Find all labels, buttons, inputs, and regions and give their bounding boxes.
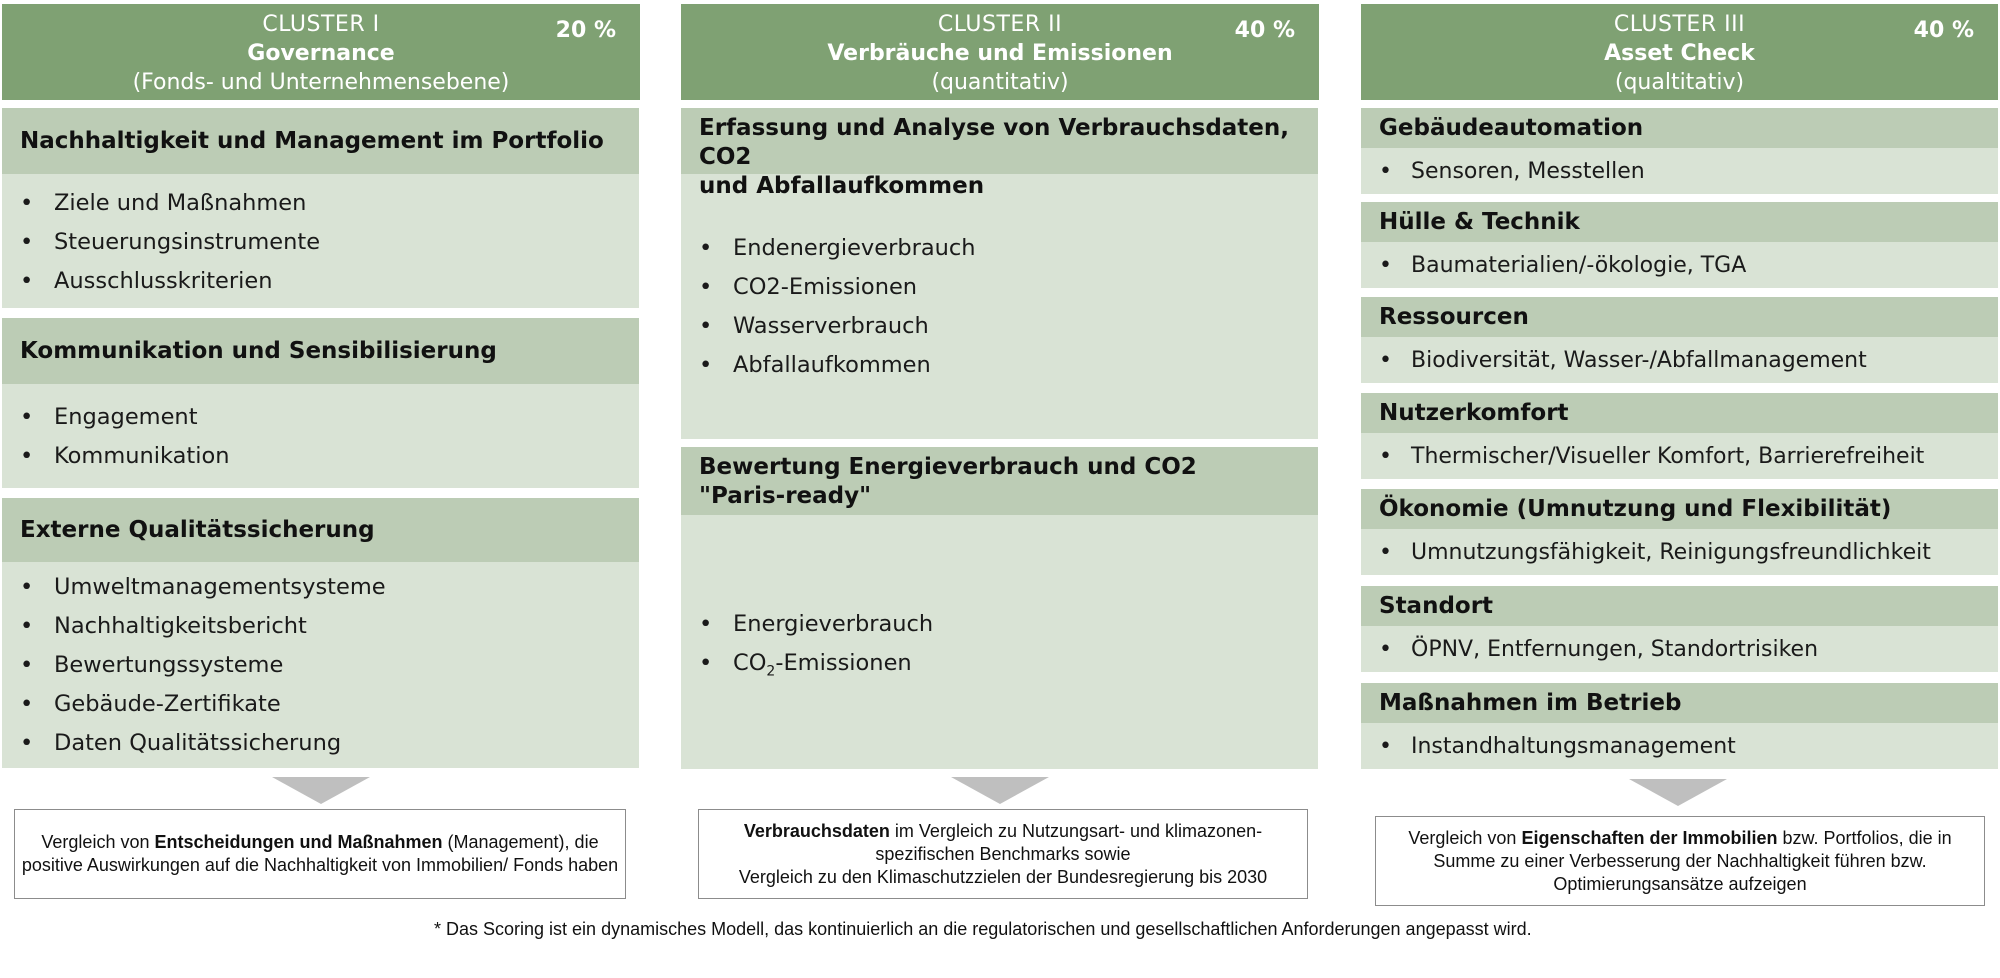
list-item-text: Sensoren, Messtellen	[1411, 159, 1645, 184]
list-item-text: Kommunikation	[54, 443, 230, 469]
list-item-text: Wasserverbrauch	[733, 313, 929, 339]
section-title: Nutzerkomfort	[1361, 393, 1998, 433]
list-item-text: Bewertungssysteme	[54, 652, 284, 678]
cluster-2-section-1	[681, 108, 1318, 439]
cluster-1-label: CLUSTER I	[262, 12, 380, 37]
section-title: Maßnahmen im Betrieb	[1361, 683, 1998, 723]
list-item-text: Abfallaufkommen	[733, 352, 931, 378]
section-title: Kommunikation und Sensibilisierung	[2, 318, 639, 384]
list-item-text: Ziele und Maßnahmen	[54, 190, 307, 216]
cluster-3-section-5	[1361, 489, 1998, 575]
down-arrow-icon	[272, 777, 370, 804]
bullet-icon: •	[699, 313, 713, 339]
cluster-2-header	[681, 4, 1319, 100]
section-title: Ökonomie (Umnutzung und Flexibilität)	[1361, 489, 1998, 529]
bullet-icon: •	[20, 268, 34, 294]
cluster-1-summary-box	[14, 809, 626, 899]
bullet-icon: •	[20, 229, 34, 255]
section-title-line-1: Erfassung und Analyse von Verbrauchsdaten, CO2	[699, 115, 1290, 170]
list-item-text: Instandhaltungsmanagement	[1411, 734, 1736, 759]
list-item-text: Baumaterialien/-ökologie, TGA	[1411, 253, 1747, 278]
bullet-icon: •	[1379, 734, 1392, 759]
down-arrow-icon	[1629, 779, 1727, 806]
list-item	[681, 307, 1318, 346]
list-item-text: Endenergieverbrauch	[733, 235, 976, 261]
summary-text-bold: Verbrauchsdaten	[743, 820, 890, 841]
section-title	[681, 447, 1318, 515]
list-item	[1361, 341, 1998, 380]
list-item-text: Energieverbrauch	[733, 611, 934, 637]
down-arrow-icon	[951, 777, 1049, 804]
list-item	[2, 724, 639, 763]
cluster-3-section-7	[1361, 683, 1998, 769]
section-title: Standort	[1361, 586, 1998, 626]
summary-text-line-2: spezifischen Benchmarks sowie	[875, 843, 1131, 864]
summary-text-pre: Vergleich von	[41, 832, 155, 852]
list-item-text: Gebäude-Zertifikate	[54, 691, 281, 717]
summary-text-line-1: im Vergleich zu Nutzungsart- und klimazonen-	[889, 820, 1263, 841]
bullet-icon: •	[20, 190, 34, 216]
cluster-3-summary-box	[1375, 816, 1985, 906]
list-item-text-suffix: -Emissionen	[775, 650, 912, 676]
section-title: Nachhaltigkeit und Management im Portfolio	[2, 108, 639, 174]
list-item	[2, 568, 639, 607]
cluster-1-section-1	[2, 108, 639, 308]
cluster-1-subtitle: (Fonds- und Unternehmensebene)	[132, 70, 510, 95]
cluster-1-section-3	[2, 498, 639, 768]
summary-text-post: (Management), die positive Auswirkungen auf die Nachhaltigkeit von Immobilien/ Fonds haben	[21, 832, 619, 875]
list-item-text: Daten Qualitätssicherung	[54, 730, 342, 756]
cluster-3-label: CLUSTER III	[1613, 12, 1746, 37]
bullet-icon: •	[699, 650, 713, 676]
cluster-1-section-2	[2, 318, 639, 488]
cluster-3-subtitle: (qualtitativ)	[1614, 70, 1745, 95]
list-item-text: CO	[733, 650, 767, 676]
list-item	[681, 229, 1318, 268]
summary-text-bold: Entscheidungen und Maßnahmen	[154, 832, 443, 852]
list-item	[2, 437, 639, 476]
cluster-2-summary-text	[739, 820, 1267, 889]
bullet-icon: •	[1379, 253, 1392, 278]
cluster-1-summary-text	[15, 831, 625, 877]
bullet-icon: •	[20, 691, 34, 717]
cluster-2-summary-box	[698, 809, 1308, 899]
cluster-3-section-4	[1361, 393, 1998, 479]
bullet-icon: •	[1379, 159, 1392, 184]
list-item-text: CO2-Emissionen	[733, 274, 918, 300]
list-item	[2, 646, 639, 685]
bullet-icon: •	[20, 443, 34, 469]
list-item	[2, 223, 639, 262]
section-title-line-2: und Abfallaufkommen	[699, 173, 985, 199]
list-item	[2, 607, 639, 646]
bullet-icon: •	[20, 574, 34, 600]
section-title-line-1: Bewertung Energieverbrauch und CO2	[699, 454, 1197, 480]
bullet-icon: •	[20, 404, 34, 430]
bullet-icon: •	[699, 352, 713, 378]
bullet-icon: •	[20, 652, 34, 678]
section-title: Ressourcen	[1361, 297, 1998, 337]
cluster-3-header	[1361, 4, 1998, 100]
list-item	[2, 398, 639, 437]
bullet-icon: •	[699, 235, 713, 261]
list-item	[1361, 727, 1998, 766]
list-item	[1361, 533, 1998, 572]
list-item-text: Steuerungsinstrumente	[54, 229, 321, 255]
section-title: Gebäudeautomation	[1361, 108, 1998, 148]
cluster-3-section-3	[1361, 297, 1998, 383]
section-title: Hülle & Technik	[1361, 202, 1998, 242]
list-item-text: ÖPNV, Entfernungen, Standortrisiken	[1411, 637, 1819, 662]
bullet-icon: •	[699, 274, 713, 300]
list-item	[2, 685, 639, 724]
cluster-1-header	[2, 4, 640, 100]
list-item-text: Engagement	[54, 404, 198, 430]
bullet-icon: •	[1379, 637, 1392, 662]
section-title	[681, 108, 1318, 199]
cluster-2-subtitle: (quantitativ)	[931, 70, 1069, 95]
cluster-3-summary-text	[1376, 827, 1984, 896]
list-item	[1361, 246, 1998, 285]
footnote: * Das Scoring ist ein dynamisches Modell, das kontinuierlich an die regulatorischen und gesellschaftlichen Anforderungen angepasst wird.	[434, 919, 1532, 939]
list-item-text: Ausschlusskriterien	[54, 268, 273, 294]
bullet-icon: •	[20, 613, 34, 639]
cluster-3-name: Asset Check	[1604, 41, 1755, 66]
cluster-3-section-1	[1361, 108, 1998, 194]
bullet-icon: •	[20, 730, 34, 756]
list-item	[2, 184, 639, 223]
summary-text-bold: Eigenschaften der Immobilien	[1521, 827, 1778, 848]
subscript-2: 2	[766, 663, 776, 680]
cluster-3-section-2	[1361, 202, 1998, 288]
list-item	[681, 268, 1318, 307]
cluster-3-weight: 40 %	[1913, 18, 1974, 43]
cluster-2-name: Verbräuche und Emissionen	[827, 41, 1173, 66]
cluster-2-weight: 40 %	[1234, 18, 1295, 43]
list-item	[1361, 152, 1998, 191]
section-title-line-2: "Paris-ready"	[699, 483, 872, 509]
bullet-icon: •	[1379, 444, 1392, 469]
list-item-text: Umweltmanagementsysteme	[54, 574, 386, 600]
list-item-text: Biodiversität, Wasser-/Abfallmanagement	[1411, 348, 1867, 373]
summary-text-line-3: Vergleich zu den Klimaschutzzielen der Bundesregierung bis 2030	[738, 866, 1268, 887]
cluster-1-name: Governance	[247, 41, 395, 66]
list-item	[1361, 630, 1998, 669]
list-item	[2, 262, 639, 301]
section-title: Externe Qualitätssicherung	[2, 498, 639, 562]
cluster-2-label: CLUSTER II	[937, 12, 1063, 37]
bullet-icon: •	[1379, 348, 1392, 373]
list-item	[681, 346, 1318, 385]
list-item-text: Nachhaltigkeitsbericht	[54, 613, 307, 639]
bullet-icon: •	[699, 611, 713, 637]
list-item-text: Umnutzungsfähigkeit, Reinigungsfreundlichkeit	[1411, 540, 1931, 565]
summary-text-post: bzw. Portfolios, die in Summe zu einer Verbesserung der Nachhaltigkeit führen bzw. Optimierungsansätze aufzeigen	[1433, 827, 1952, 894]
bullet-icon: •	[1379, 540, 1392, 565]
summary-text-pre: Vergleich von	[1408, 827, 1522, 848]
list-item	[681, 644, 1318, 683]
list-item	[1361, 437, 1998, 476]
list-item-text: Thermischer/Visueller Komfort, Barrierefreiheit	[1411, 444, 1925, 469]
list-item	[681, 605, 1318, 644]
cluster-1-weight: 20 %	[555, 18, 616, 43]
cluster-2-section-2	[681, 447, 1318, 769]
cluster-3-section-6	[1361, 586, 1998, 672]
